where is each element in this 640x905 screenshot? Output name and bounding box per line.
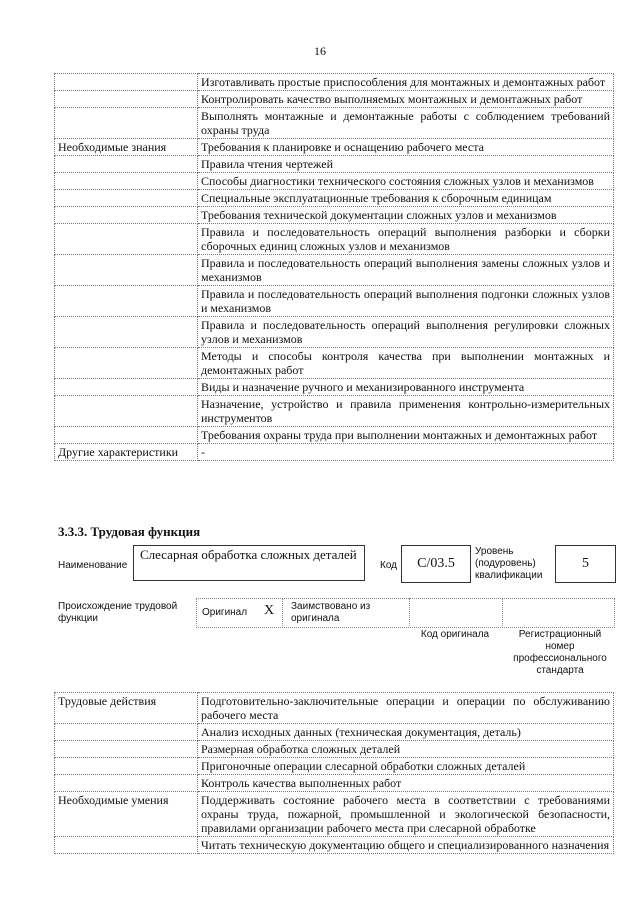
row-text: Специальные эксплуатационные требования к сборочным единицам <box>198 190 614 207</box>
requirements-table-actions <box>54 692 614 854</box>
table-row <box>55 255 614 286</box>
original-label: Оригинал <box>202 607 248 618</box>
row-text: Требования к планировке и оснащению рабочего места <box>198 139 614 156</box>
table-row <box>55 91 614 108</box>
borrowed-label: Заимствовано из оригинала <box>291 601 371 624</box>
row-label <box>55 741 198 758</box>
row-label <box>55 317 198 348</box>
row-text: Изготавливать простые приспособления для монтажных и демонтажных работ <box>198 74 614 91</box>
row-label <box>55 396 198 427</box>
row-text: Правила и последовательность операций выполнения подгонки сложных узлов и механизмов <box>198 286 614 317</box>
row-label: Необходимые знания <box>55 139 198 156</box>
row-text: Правила и последовательность операций выполнения разборки и сборки сборочных единиц сложных узлов и механизмов <box>198 224 614 255</box>
table-row <box>55 379 614 396</box>
code-label: Код <box>380 560 398 571</box>
row-text: Подготовительно-заключительные операции и операции по обслуживанию рабочего места <box>198 693 614 724</box>
row-text: Пригоночные операции слесарной обработки сложных деталей <box>198 758 614 775</box>
row-text: Поддерживать состояние рабочего места в соответствии с требованиями охраны труда, пожарной, промышленной и экологической безопасности, правилами организации рабочего места при слесарной обработке <box>198 792 614 837</box>
row-text: Выполнять монтажные и демонтажные работы с соблюдением требований охраны труда <box>198 108 614 139</box>
row-text: Читать техническую документацию общего и специализированного назначения <box>198 837 614 854</box>
row-label <box>55 427 198 444</box>
page-number: 16 <box>314 44 326 58</box>
requirements-table-knowledge <box>54 73 614 461</box>
original-mark: Х <box>264 603 275 618</box>
table-row <box>55 837 614 854</box>
table-row <box>55 74 614 91</box>
row-text: Правила чтения чертежей <box>198 156 614 173</box>
level-label: Уровень (подуровень) квалификации <box>475 546 543 581</box>
table-row <box>55 758 614 775</box>
registration-number-label: Регистрационный номер профессионального стандарта <box>513 629 607 676</box>
table-row <box>55 108 614 139</box>
row-text: Правила и последовательность операций выполнения регулировки сложных узлов и механизмов <box>198 317 614 348</box>
row-label <box>55 758 198 775</box>
table-row <box>55 317 614 348</box>
row-label <box>55 724 198 741</box>
code-value: С/03.5 <box>401 545 471 583</box>
row-text: Требования технической документации сложных узлов и механизмов <box>198 207 614 224</box>
table-row <box>55 427 614 444</box>
table-row <box>55 173 614 190</box>
row-text: Правила и последовательность операций выполнения замены сложных узлов и механизмов <box>198 255 614 286</box>
row-text: Размерная обработка сложных деталей <box>198 741 614 758</box>
name-value: Слесарная обработка сложных деталей <box>133 545 365 581</box>
section-title: 3.3.3. Трудовая функция <box>58 524 201 539</box>
table-row <box>55 792 614 837</box>
row-text: Способы диагностики технического состояния сложных узлов и механизмов <box>198 173 614 190</box>
table-row <box>55 348 614 379</box>
row-label <box>55 207 198 224</box>
table-row <box>55 775 614 792</box>
table-row <box>55 693 614 724</box>
row-label <box>55 108 198 139</box>
table-row <box>55 444 614 461</box>
row-label <box>55 379 198 396</box>
origin-grid-divider-2 <box>502 598 503 626</box>
row-label <box>55 348 198 379</box>
row-text: Виды и назначение ручного и механизированного инструмента <box>198 379 614 396</box>
row-text: Методы и способы контроля качества при выполнении монтажных и демонтажных работ <box>198 348 614 379</box>
code-original-label: Код оригинала <box>420 629 490 640</box>
row-label <box>55 74 198 91</box>
table-row <box>55 286 614 317</box>
row-label: Другие характеристики <box>55 444 198 461</box>
level-value: 5 <box>555 545 616 583</box>
row-label <box>55 837 198 854</box>
origin-label: Происхождение трудовой функции <box>58 601 178 624</box>
row-label: Трудовые действия <box>55 693 198 724</box>
name-label: Наименование <box>58 560 128 571</box>
row-text: Анализ исходных данных (техническая документация, деталь) <box>198 724 614 741</box>
row-label <box>55 775 198 792</box>
row-text: Назначение, устройство и правила применения контрольно-измерительных инструментов <box>198 396 614 427</box>
table-row <box>55 207 614 224</box>
table-row <box>55 190 614 207</box>
row-text: - <box>198 444 614 461</box>
row-text: Требования охраны труда при выполнении монтажных и демонтажных работ <box>198 427 614 444</box>
row-text: Контроль качества выполненных работ <box>198 775 614 792</box>
table-row <box>55 139 614 156</box>
row-label <box>55 156 198 173</box>
row-label <box>55 190 198 207</box>
row-label <box>55 224 198 255</box>
table-row <box>55 224 614 255</box>
row-label <box>55 255 198 286</box>
row-text: Контролировать качество выполняемых монтажных и демонтажных работ <box>198 91 614 108</box>
table-row <box>55 724 614 741</box>
row-label <box>55 173 198 190</box>
table-row <box>55 396 614 427</box>
table-row <box>55 156 614 173</box>
row-label <box>55 286 198 317</box>
row-label: Необходимые умения <box>55 792 198 837</box>
table-row <box>55 741 614 758</box>
row-label <box>55 91 198 108</box>
